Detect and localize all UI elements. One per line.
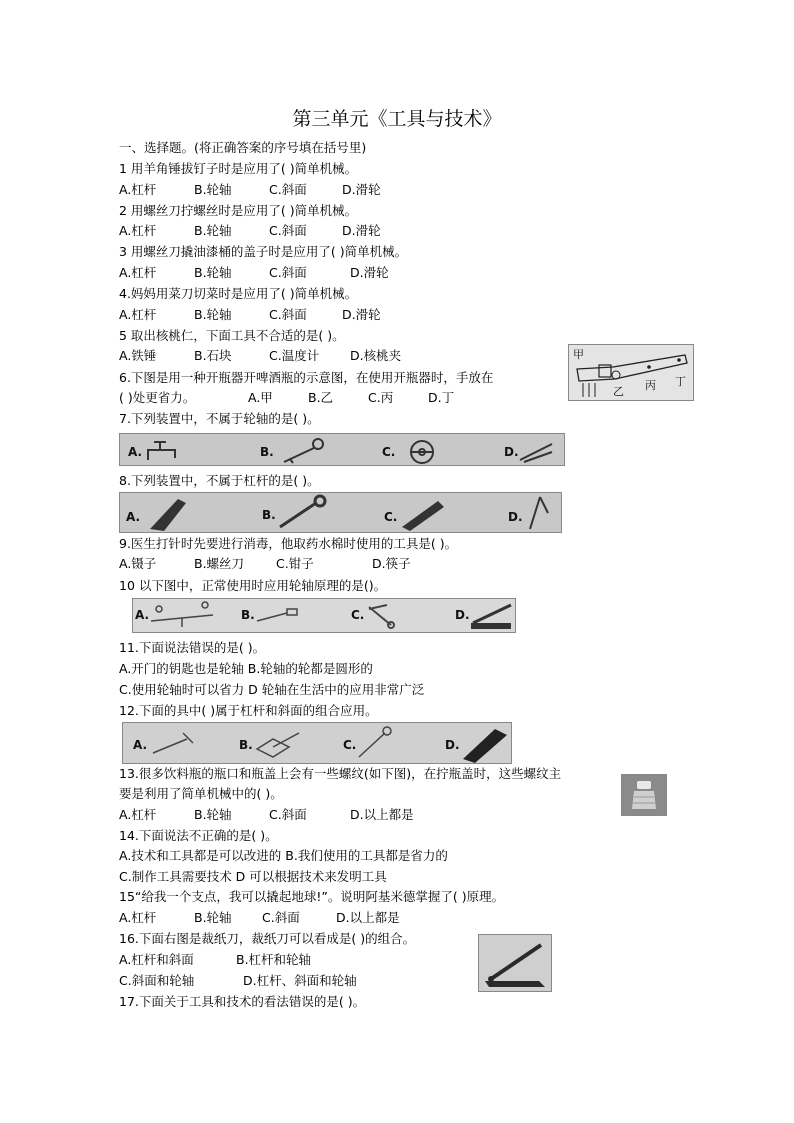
scissors-icon	[402, 501, 444, 531]
q3-option-a: A.杠杆	[119, 265, 157, 280]
q8-label-d: D.	[508, 510, 523, 524]
q15-option-c: C.斜面	[262, 910, 300, 925]
q3-option-b: B.轮轴	[194, 265, 232, 280]
bottle-opener-figure	[568, 344, 694, 401]
bottle-cap-photo	[621, 774, 667, 816]
q5-option-a: A.铁锤	[119, 348, 157, 363]
pliers-icon	[463, 729, 507, 763]
q7-label-c: C.	[382, 445, 396, 459]
q16-option-c: C.斜面和轮轴	[119, 973, 195, 988]
q12-label-a: A.	[133, 738, 148, 752]
q2-option-a: A.杠杆	[119, 223, 157, 238]
q9-option-c: C.钳子	[276, 556, 314, 571]
question-4-stem: 4.妈妈用菜刀切菜时是应用了( )简单机械。	[119, 286, 358, 301]
q4-option-b: B.轮轴	[194, 307, 232, 322]
q10-label-a: A.	[135, 608, 150, 622]
q1-option-c: C.斜面	[269, 182, 307, 197]
question-1-stem: 1 用羊角锤拔钉子时是应用了( )简单机械。	[119, 161, 358, 176]
q15-option-b: B.轮轴	[194, 910, 232, 925]
q13-option-c: C.斜面	[269, 807, 307, 822]
q7-label-b: B.	[260, 445, 274, 459]
q10-label-c: C.	[351, 608, 365, 622]
nutcracker-icon	[530, 497, 548, 529]
q14-options-line-1: A.技术和工具都是可以改进的 B.我们使用的工具都是省力的	[119, 848, 448, 863]
q3-option-d: D.滑轮	[350, 265, 389, 280]
q4-option-a: A.杠杆	[119, 307, 157, 322]
question-15-stem: 15“给我一个支点，我可以撬起地球!”。说明阿基米德掌握了( )原理。	[119, 889, 505, 904]
q16-option-a: A.杠杆和斜面	[119, 952, 194, 967]
q2-option-b: B.轮轴	[194, 223, 232, 238]
q6-option-d: D.丁	[428, 390, 455, 405]
q9-option-a: A.镊子	[119, 556, 157, 571]
q12-label-c: C.	[343, 738, 357, 752]
screwdriver-icon	[257, 609, 297, 621]
question-13-stem: 13.很多饮料瓶的瓶口和瓶盖上会有一些螺纹(如下图)，在拧瓶盖时，这些螺纹主	[119, 766, 562, 781]
q8-label-a: A.	[126, 510, 141, 524]
q5-option-b: B.石块	[194, 348, 232, 363]
question-8-stem: 8.下列装置中，不属于杠杆的是( )。	[119, 473, 320, 488]
q13-option-a: A.杠杆	[119, 807, 157, 822]
key-icon	[284, 439, 323, 463]
question-13-stem-continued: 要是利用了简单机械中的( )。	[119, 786, 283, 801]
hammer-icon	[153, 733, 193, 753]
q12-figure-strip	[122, 722, 512, 764]
seesaw-icon	[151, 602, 213, 627]
q16-option-b: B.杠杆和轮轴	[236, 952, 312, 967]
page-title: 第三单元《工具与技术》	[292, 108, 502, 130]
paper-cutter-photo	[478, 934, 552, 992]
q11-options-line-1: A.开门的钥匙也是轮轴 B.轮轴的轮都是圆形的	[119, 661, 373, 676]
q10-label-b: B.	[241, 608, 255, 622]
q1-option-b: B.轮轴	[194, 182, 232, 197]
q1-option-a: A.杠杆	[119, 182, 157, 197]
paper-cutter-icon	[479, 935, 551, 991]
label-yi: 乙	[613, 385, 624, 398]
q5-option-d: D.核桃夹	[350, 348, 402, 363]
q15-option-a: A.杠杆	[119, 910, 157, 925]
q2-option-c: C.斜面	[269, 223, 307, 238]
q6-option-c: C.丙	[368, 390, 394, 405]
q14-options-line-2: C.制作工具需要技术 D 可以根据技术来发明工具	[119, 869, 387, 884]
question-12-stem: 12.下面的具中( )属于杠杆和斜面的组合应用。	[119, 703, 378, 718]
screwdriver-lid-icon	[257, 733, 299, 757]
wrench-icon	[280, 496, 325, 527]
q13-option-d: D.以上都是	[350, 807, 414, 822]
paper-cutter-icon	[471, 605, 511, 629]
q16-option-d: D.杠杆、斜面和轮轴	[243, 973, 357, 988]
label-bing: 丙	[645, 379, 656, 392]
q8-label-c: C.	[384, 510, 398, 524]
q10-figure-strip	[132, 598, 516, 633]
question-3-stem: 3 用螺丝刀撬油漆桶的盖子时是应用了( )简单机械。	[119, 244, 408, 259]
question-5-stem: 5 取出核桃仁，下面工具不合适的是( )。	[119, 328, 345, 343]
q12-label-d: D.	[445, 738, 460, 752]
q2-option-d: D.滑轮	[342, 223, 381, 238]
q6-option-b: B.乙	[308, 390, 334, 405]
section-heading: 一、选择题。(将正确答案的序号填在括号里)	[119, 140, 367, 155]
q11-options-line-2: C.使用轮轴时可以省力 D 轮轴在生活中的应用非常广泛	[119, 682, 425, 697]
can-opener-icon	[359, 727, 391, 757]
question-2-stem: 2 用螺丝刀拧螺丝时是应用了( )简单机械。	[119, 203, 358, 218]
q4-option-c: C.斜面	[269, 307, 307, 322]
question-6-stem-continued: ( )处更省力。	[119, 390, 196, 405]
q15-option-d: D.以上都是	[336, 910, 400, 925]
q12-label-b: B.	[239, 738, 253, 752]
question-16-stem: 16.下面右图是裁纸刀，裁纸刀可以看成是( )的组合。	[119, 931, 416, 946]
q5-option-c: C.温度计	[269, 348, 320, 363]
question-11-stem: 11.下面说法错误的是( )。	[119, 640, 266, 655]
q10-label-d: D.	[455, 608, 470, 622]
q8-figure-strip	[119, 492, 562, 533]
q6-option-a: A.甲	[248, 390, 273, 405]
q8-label-b: B.	[262, 508, 276, 522]
question-7-stem: 7.下列装置中，不属于轮轴的是( )。	[119, 411, 320, 426]
q7-figure-strip	[119, 433, 565, 466]
nail-clipper-icon	[369, 605, 394, 628]
q4-option-d: D.滑轮	[342, 307, 381, 322]
faucet-icon	[148, 442, 175, 460]
steering-wheel-icon	[411, 441, 433, 463]
bottle-cap-icon	[622, 775, 666, 815]
cutter-icon	[150, 499, 186, 531]
question-9-stem: 9.医生打针时先要进行消毒，他取药水棉时使用的工具是( )。	[119, 536, 458, 551]
question-10-stem: 10 以下图中，正常使用时应用轮轴原理的是()。	[119, 578, 387, 593]
label-jia: 甲	[573, 348, 584, 361]
pliers-icon	[520, 444, 552, 462]
question-14-stem: 14.下面说法不正确的是( )。	[119, 828, 278, 843]
q9-option-d: D.筷子	[372, 556, 411, 571]
q7-label-a: A.	[128, 445, 143, 459]
label-ding: 丁	[675, 375, 686, 388]
q9-option-b: B.螺丝刀	[194, 556, 245, 571]
q3-option-c: C.斜面	[269, 265, 307, 280]
q1-option-d: D.滑轮	[342, 182, 381, 197]
question-17-stem: 17.下面关于工具和技术的看法错误的是( )。	[119, 994, 366, 1009]
question-6-stem: 6.下图是用一种开瓶器开啤酒瓶的示意图，在使用开瓶器时，手放在	[119, 370, 494, 385]
q13-option-b: B.轮轴	[194, 807, 232, 822]
q7-label-d: D.	[504, 445, 519, 459]
